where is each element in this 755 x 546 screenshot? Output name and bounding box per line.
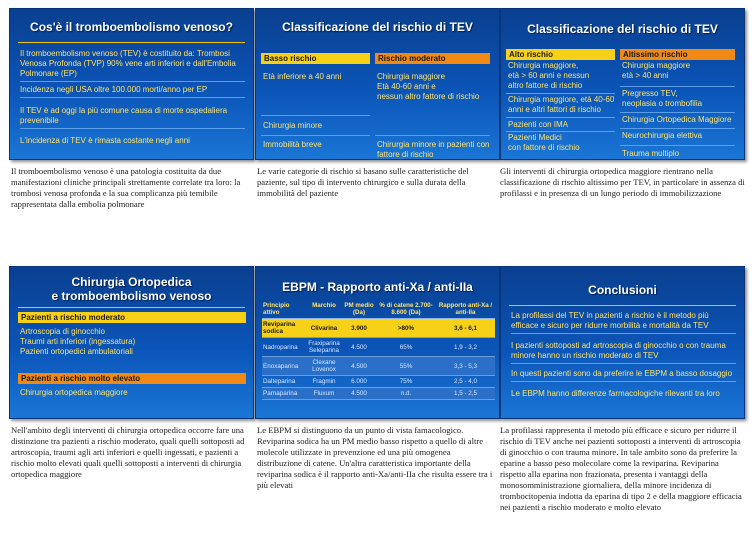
column-header: Marchio bbox=[306, 301, 342, 319]
column-header: % di catene 2.700-8.600 (Da) bbox=[376, 301, 436, 319]
bullet-item: L'incidenza di TEV è rimasta costante negli anni bbox=[20, 136, 190, 145]
table-cell: 1,9 - 3,2 bbox=[436, 338, 495, 357]
divider bbox=[375, 135, 490, 136]
conclusion-item: I pazienti sottoposti ad artroscopia di ginocchio o con trauma minore hanno un rischio moderato di TEV bbox=[511, 341, 736, 364]
slide-orthopedic-surgery bbox=[9, 266, 254, 419]
conclusion-item: In questi pazienti sono da preferire le EBPM a basso dosaggio bbox=[511, 369, 736, 382]
moderate-risk-item: Pazienti ortopedici ambulatoriali bbox=[20, 347, 133, 356]
slide-caption: Il tromboembolismo venoso è una patologia costituita da due manifestazioni cliniche principali strettamente correlate tra loro: la trombosi venosa profonda e la sua complicanza più temibile rappresentata dalla embolia polmonare bbox=[11, 166, 241, 209]
divider bbox=[620, 86, 735, 87]
table-row bbox=[262, 319, 495, 338]
slide-title: Conclusioni bbox=[588, 283, 657, 297]
very-high-risk-item: Pregresso TEV, neoplasia o trombofilia bbox=[622, 89, 703, 108]
moderate-risk-header: Pazienti a rischio moderato bbox=[18, 312, 246, 323]
divider bbox=[261, 115, 370, 116]
bullet-item: Il tromboembolismo venoso (TEV) è costituito da: Trombosi Venosa Profonda (TVP) 90% vene arti inferiori e dall'Embolia Polmonare (EP) bbox=[20, 49, 245, 82]
column-header: Rapporto anti-Xa / anti-IIa bbox=[436, 301, 495, 319]
table-cell: 4.500 bbox=[342, 388, 376, 400]
slide-title: Classificazione del rischio di TEV bbox=[527, 22, 718, 36]
title-rule bbox=[509, 305, 736, 306]
very-high-risk-item: Chirurgia maggiore età > 40 anni bbox=[622, 61, 691, 80]
slide-tev-definition bbox=[9, 8, 254, 160]
table-cell: 75% bbox=[376, 376, 436, 388]
table-cell: Nadroparina bbox=[262, 338, 306, 357]
title-rule bbox=[18, 307, 245, 308]
moderate-risk-item: Chirurgia minore in pazienti con fattore di rischio bbox=[377, 140, 490, 159]
table-cell: Fragmin bbox=[306, 376, 342, 388]
high-risk-item: Chirurgia maggiore, età 40-60 anni e altri fattori di rischio bbox=[508, 95, 615, 114]
table-cell: Fluxum bbox=[306, 388, 342, 400]
divider bbox=[620, 112, 735, 113]
risk-header-very-high: Altissimo rischio bbox=[620, 49, 735, 60]
risk-header-moderate: Rischio moderato bbox=[375, 53, 490, 64]
high-risk-item: Pazienti Medici con fattore di rischio bbox=[508, 133, 580, 152]
table-cell: Reviparina sodica bbox=[262, 319, 306, 338]
high-risk-item: Chirurgia maggiore, età > 60 anni e nessun altro fattore di rischio bbox=[508, 61, 590, 90]
table-row bbox=[262, 338, 495, 357]
very-high-risk-item: Chirurgia Ortopedica Maggiore bbox=[622, 115, 732, 124]
high-risk-item: Pazienti con IMA bbox=[508, 120, 569, 129]
table-cell: Clexane Lovenox bbox=[306, 357, 342, 376]
table-cell: 55% bbox=[376, 357, 436, 376]
divider bbox=[506, 131, 615, 132]
table-cell: 3,3 - 5,3 bbox=[436, 357, 495, 376]
table-cell: >80% bbox=[376, 319, 436, 338]
slide-title: Cos'è il tromboembolismo venoso? bbox=[30, 20, 233, 34]
conclusion-item: La profilassi del TEV in pazienti a rischio è il metodo più efficace e sicuro per ridurre morbilità e mortalità da TEV bbox=[511, 311, 736, 334]
divider bbox=[261, 135, 370, 136]
slide-caption: Le EBPM si distinguono da un punto di vista famacologico. Reviparina sodica ha un PM medio basso rispetto a quello di altre molecole utilizzate in prevenzione ed una più omogenea distribuzione di catene. Un'altra caratteristica importante della reviparina sodica è il rapporto anti-Xa/anti-IIa che risulta essere tra i più elevati bbox=[257, 425, 493, 490]
very-high-risk-item: Neurochirurgia elettiva bbox=[622, 131, 703, 140]
bullet-item: Incidenza negli USA oltre 100.000 morti/anno per EP bbox=[20, 85, 245, 98]
low-risk-item: Immobilità breve bbox=[263, 140, 322, 149]
table-cell: 65% bbox=[376, 338, 436, 357]
table-row bbox=[262, 388, 495, 400]
table-cell: Dalteparina bbox=[262, 376, 306, 388]
slide-caption: Le varie categorie di rischio si basano sulle caratteristiche del paziente, sul tipo di intervento chirurgico e sulla durata della immobilità del paziente bbox=[257, 166, 469, 198]
table-row bbox=[262, 376, 495, 388]
conclusion-item: Le EBPM hanno differenze farmacologiche rilevanti tra loro bbox=[511, 389, 720, 398]
table-cell: Parnaparina bbox=[262, 388, 306, 400]
slide-conclusions bbox=[500, 266, 745, 419]
very-high-risk-item: Trauma multiplo bbox=[622, 149, 680, 158]
risk-header-high: Alto rischio bbox=[506, 49, 615, 60]
moderate-risk-item: Traumi arti inferiori (ingessatura) bbox=[20, 337, 136, 346]
table-cell: Clivarina bbox=[306, 319, 342, 338]
table-cell: 1,5 - 2,5 bbox=[436, 388, 495, 400]
slide-caption: La profilassi rappresenta il metodo più efficace e sicuro per ridurre il rischio di TEV anche nei pazienti sottoposti a interventi di artroscopia di ginocchio o con trauma minore. In tale ambito sono da preferire la eparine a basso peso molecolare come la reviparina. Reviparina rispetto alla eparina non frazionata, presenta i vantaggi della monosomministrazione giornaliera, della minore incidenza di trombocitopenia indotta da eparina di tipo 2 e della maggiore efficacia nei pazienti a rischio moderato e molto elevato bbox=[500, 425, 742, 512]
divider bbox=[620, 145, 735, 146]
table-cell: Enoxaparina bbox=[262, 357, 306, 376]
slide-title: Chirurgia Ortopedica e tromboembolismo venoso bbox=[51, 275, 212, 303]
title-rule bbox=[18, 42, 245, 43]
low-risk-item: Età inferiore a 40 anni bbox=[263, 72, 342, 81]
slide-risk-high bbox=[500, 8, 745, 160]
divider bbox=[620, 128, 735, 129]
slide-caption: Nell'ambito degli interventi di chirurgia ortopedica occorre fare una distinzione tra pazienti a rischio moderato, quali quelli sottoposti ad artroscopia, traumi agli arti inferiori e quelli ingessati, e pazienti a rischio molto elevati quali quelli sottoposti a interventi di chirurgia ortopedica maggiore bbox=[11, 425, 245, 479]
divider bbox=[506, 117, 615, 118]
bullet-item: Il TEV è ad oggi la più comune causa di morte ospedaliera prevenibile bbox=[20, 106, 245, 129]
column-header: PM medio (Da) bbox=[342, 301, 376, 319]
moderate-risk-item: Artroscopia di ginocchio bbox=[20, 327, 105, 336]
table-cell: 4.500 bbox=[342, 357, 376, 376]
very-high-risk-item: Chirurgia ortopedica maggiore bbox=[20, 388, 128, 397]
table-cell: 2,5 - 4,0 bbox=[436, 376, 495, 388]
table-cell: n.d. bbox=[376, 388, 436, 400]
risk-header-low: Basso rischio bbox=[261, 53, 370, 64]
ebpm-table bbox=[262, 301, 495, 400]
table-cell: 3,6 - 6,1 bbox=[436, 319, 495, 338]
slide-title: Classificazione del rischio di TEV bbox=[282, 20, 473, 34]
slide-risk-low-moderate bbox=[255, 8, 500, 160]
divider bbox=[506, 93, 615, 94]
column-header: Principio attivo bbox=[262, 301, 306, 319]
table-row bbox=[262, 357, 495, 376]
moderate-risk-item: Chirurgia maggiore Età 40-60 anni e nessun altro fattore di rischio bbox=[377, 72, 480, 101]
slide-ebpm-table bbox=[255, 266, 500, 419]
slide-caption: Gli interventi di chirurgia ortopedica maggiore rientrano nella classificazione di rischio altissimo per TEV, in particolare in assenza di profilassi e in presenza di un lungo periodo di immobilizzazione bbox=[500, 166, 745, 198]
table-cell: 6.000 bbox=[342, 376, 376, 388]
very-high-risk-header: Pazienti a rischio molto elevato bbox=[18, 373, 246, 384]
low-risk-item: Chirurgia minore bbox=[263, 121, 323, 130]
table-cell: 3.900 bbox=[342, 319, 376, 338]
table-cell: 4.500 bbox=[342, 338, 376, 357]
slide-title: EBPM - Rapporto anti-Xa / anti-IIa bbox=[282, 280, 473, 294]
table-cell: Fraxiparina Seleparina bbox=[306, 338, 342, 357]
table-header-row bbox=[262, 301, 495, 319]
